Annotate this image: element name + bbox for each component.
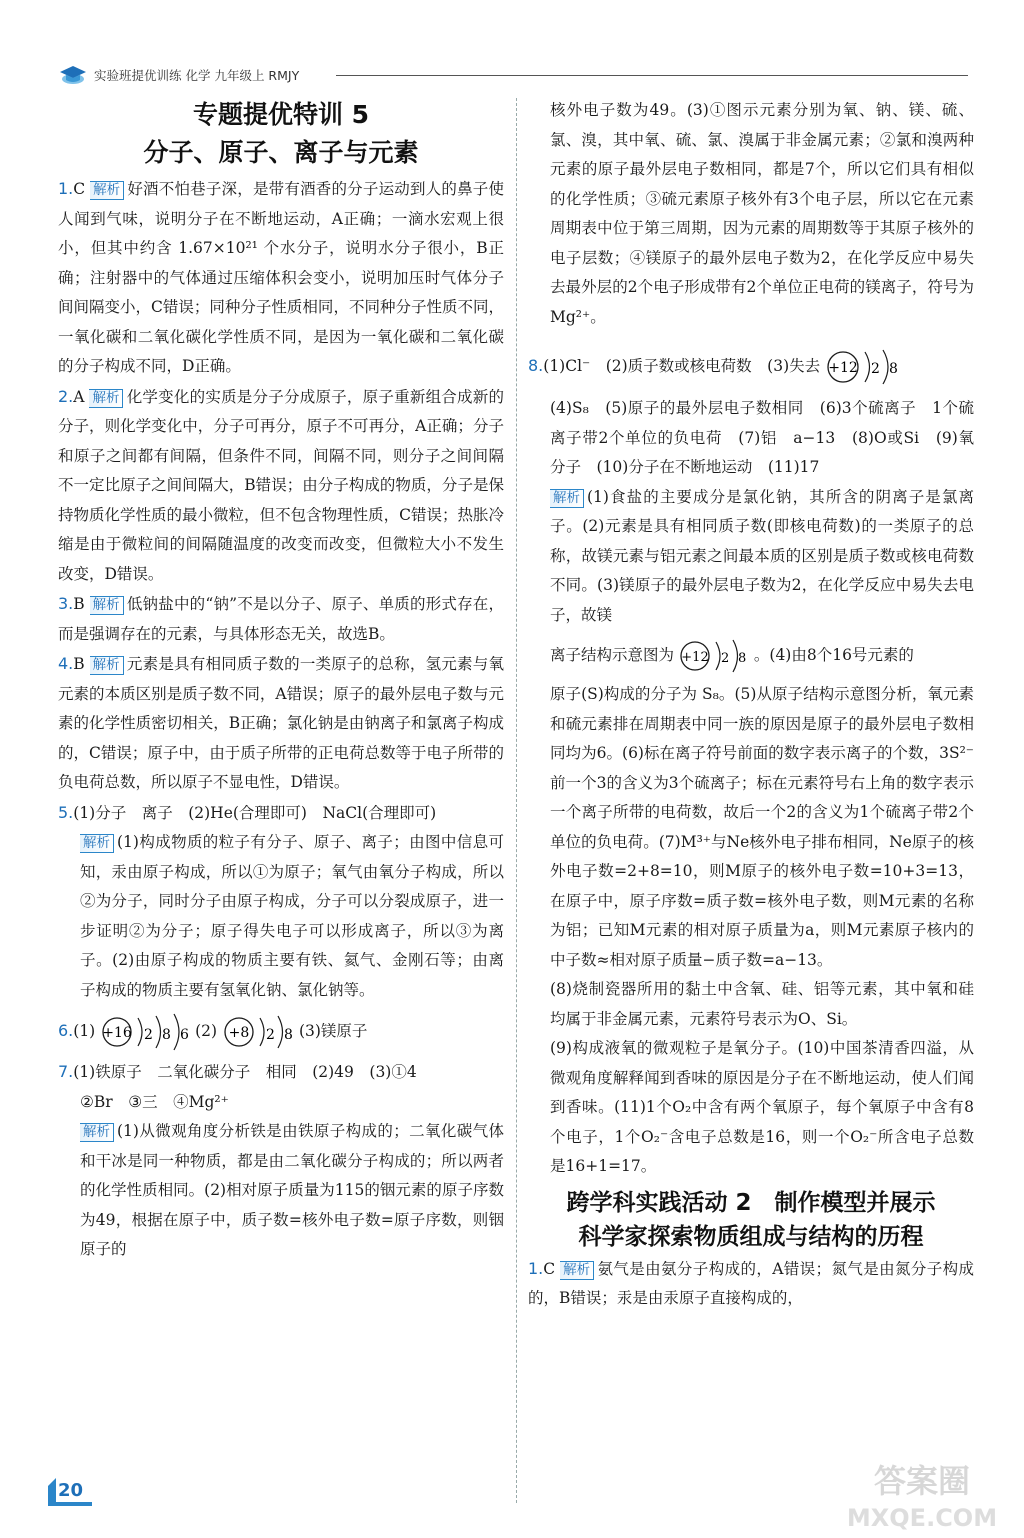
answer: C — [73, 180, 86, 198]
analysis-text: 。(4)由8个16号元素的 — [753, 646, 914, 664]
analysis-tag: 解析 — [80, 834, 114, 853]
part-answer: (3)镁原子 — [298, 1022, 368, 1040]
svg-text:6: 6 — [180, 1027, 190, 1043]
analysis-tag: 解析 — [550, 489, 584, 508]
answer: C — [543, 1259, 556, 1278]
analysis-text: (1)构成物质的粒子有分子、原子、离子；由图中信息可知，汞由原子构成，所以①为原子；氧气由氧分子构成，所以②为分子，同时分子由原子构成，分子可以分裂成原子，进一步证明②为分子；原子得失电子可以形成离子，所以③为离子。(2)由原子构成的物质主要有铁、氦气、金刚石等；由离子构成的物质主要有氢氧化钠、氯化钠等。 — [80, 833, 504, 999]
question-7 — [58, 1057, 504, 1088]
section2-title-line1: 跨学科实践活动 2 制作模型并展示 — [566, 1189, 936, 1216]
answer: A — [73, 387, 85, 406]
analysis-tag: 解析 — [90, 596, 124, 615]
analysis-tag: 解析 — [89, 389, 123, 408]
analysis-text: 化学变化的实质是分子分成原子，原子重新组合成新的分子，则化学变化中，分子可再分，原子不可再分，A正确；分子和原子之间都有间隔，但条件不同，间隔不同，则分子之间间隔不一定比原子之间间隔大，B错误；由分子构成的物质，分子是保持物质化学性质的最小微粒，但不包含物理性质，C错误；热胀冷缩是由于微粒间的间隔随温度的改变而改变，但微粒大小不发生改变，D错误。 — [58, 387, 504, 583]
svg-text:8: 8 — [162, 1027, 172, 1043]
question-number: 5. — [58, 802, 74, 822]
question-7-answer-line2: ②Br ③三 ④Mg²⁺ — [80, 1092, 229, 1111]
nucleus-label: +16 — [102, 1025, 132, 1041]
column-divider — [516, 98, 517, 1503]
left-column — [58, 96, 504, 1265]
nucleus-label: +8 — [228, 1025, 250, 1041]
answer: (1)分子 离子 (2)He(合理即可) NaCl(合理即可) — [73, 803, 437, 822]
series-title: 实验班提优训练 化学 九年级上 RMJY — [94, 68, 300, 83]
question-2 — [58, 382, 504, 590]
question-number: 1. — [528, 1258, 544, 1278]
page-number — [48, 1478, 98, 1506]
answer: B — [73, 655, 85, 673]
analysis-tag: 解析 — [90, 181, 124, 200]
question-number: 8. — [528, 356, 544, 375]
question-number: 2. — [58, 386, 74, 406]
sulfur-atom-diagram — [100, 1010, 190, 1054]
analysis-text: 好酒不怕巷子深，是带有酒香的分子运动到人的鼻子使人闻到气味，说明分子在不断地运动，A正确；一滴水宏观上很小，但其中约含 1.67×10²¹ 个水分子，说明水分子很小，B正确；注射器中的气体通过压缩体积会变小，说明加压时气体分子间间隔变小，C错误；同种分子性质相同，不同种分子性质不同，一氧化碳和二氧化碳化学性质不同，是因为一氧化碳和二氧化碳的分子构成不同，D正确。 — [58, 180, 504, 375]
question-number: 7. — [58, 1062, 74, 1081]
analysis-text: 低钠盐中的“钠”不是以分子、原子、单质的形式存在，而是强调存在的元素，与具体形态无关，故选B。 — [58, 595, 504, 643]
oxygen-ion-diagram — [222, 1010, 294, 1054]
watermark — [822, 1458, 1022, 1534]
question-8-analysis-4: (8)烧制瓷器所用的黏土中含氧、硅、铝等元素，其中氧和硅均属于非金属元素，元素符号表示为O、Si。 — [550, 980, 974, 1028]
svg-text:2: 2 — [266, 1027, 275, 1043]
svg-text:MXQE.COM: MXQE.COM — [846, 1504, 998, 1532]
svg-text:2: 2 — [144, 1027, 154, 1043]
magnesium-ion-diagram-inline — [679, 633, 749, 679]
question-5 — [58, 798, 504, 829]
analysis-text: 氨气是由氨分子构成的，A错误；氮气是由氮分子构成的，B错误；汞是由汞原子直接构成的， — [528, 1259, 974, 1307]
nucleus-label: +12 — [681, 650, 709, 665]
svg-text:8: 8 — [889, 361, 898, 377]
question-8-analysis-1 — [528, 483, 974, 631]
question-3 — [58, 589, 504, 649]
section2-title-line2: 科学家探索物质组成与结构的历程 — [578, 1223, 924, 1250]
running-header — [58, 62, 973, 88]
question-8 — [528, 338, 974, 394]
header-rule — [336, 75, 968, 76]
question-7-analysis-continued: 核外电子数为49。(3)①图示元素分别为氧、钠、镁、硫、氯、溴，其中氧、硫、氯、溴属于非金属元素；②氯和溴两种元素的原子最外层电子数相同，都是7个，所以它们具有相似的化学性质；③硫元素原子核外有3个电子层，所以它在元素周期表中位于第三周期，因为元素的周期数等于其原子核外的电子层数；④镁原子的最外层电子数为2，在化学反应中易失去最外层的2个电子形成带有2个单位正电荷的镁离子，符号为 Mg²⁺。 — [550, 101, 974, 326]
question-8-analysis-3: 原子(S)构成的分子为 S₈。(5)从原子结构示意图分析，氧元素和硫元素排在周期表中同一族的原因是原子的最外层电子数相同均为6。(6)标在离子符号前面的数字表示离子的个数，3S²⁻前一个3的含义为3个硫离子；标在元素符号右上角的数字表示一个离子所带的电荷数，故后一个2的含义为1个硫离子带2个单位的负电荷。(7)M³⁺与Ne核外电子排布相同，Ne原子的核外电子数=2+8=10，则M原子的核外电子数=10+3=13，在原子中，原子序数=质子数=核外电子数，则M元素的名称为铝；已知M元素的相对原子质量为a，则M元素原子核内的中子数≈相对原子质量−质子数=a−13。 — [550, 685, 974, 969]
answer-line1: (1)铁原子 二氧化碳分子 相同 (2)49 (3)①4 — [73, 1063, 417, 1081]
svg-text:8: 8 — [737, 651, 747, 666]
question-number: 3. — [58, 594, 74, 613]
analysis-text: (1)从微观角度分析铁是由铁原子构成的；二氧化碳气体和干冰是同一种物质，都是由二氧化碳分子构成的；所以两者的化学性质相同。(2)相对原子质量为115的铟元素的原子序数为49，根据在原子中，质子数=核外电子数=原子序数，则铟原子的 — [80, 1122, 504, 1258]
question-4 — [58, 649, 504, 798]
analysis-tag: 解析 — [560, 1261, 594, 1280]
section-title-line1: 专题提优特训 5 — [192, 100, 370, 129]
svg-text:8: 8 — [284, 1027, 293, 1043]
part-label: (2) — [195, 1022, 218, 1040]
section-title-line2: 分子、原子、离子与元素 — [143, 138, 419, 167]
question-6 — [58, 1005, 504, 1057]
nucleus-label: +12 — [828, 360, 858, 376]
question-number: 4. — [58, 654, 74, 673]
question-number: 6. — [58, 1021, 74, 1040]
question-7-analysis — [58, 1117, 504, 1265]
answer: B — [73, 595, 85, 613]
answer-line1: (1)Cl⁻ (2)质子数或核电荷数 (3)失去 — [543, 357, 821, 375]
analysis-tag: 解析 — [80, 1123, 114, 1142]
question-5-analysis — [58, 828, 504, 1005]
analysis-tag: 解析 — [90, 656, 124, 675]
right-column — [528, 96, 974, 1314]
svg-text:2: 2 — [720, 651, 730, 666]
watermark-logo — [822, 1458, 1022, 1534]
question-8-analysis-2 — [528, 630, 974, 680]
analysis-text: (1)食盐的主要成分是氯化钠，其所含的阴离子是氯离子。(2)元素是具有相同质子数(即核电荷数)的一类原子的总称，故镁元素与铝元素之间最本质的区别是质子数或核电荷数不同。(3)镁原子的最外层电子数为2，在化学反应中易失去电子，故镁 — [550, 487, 974, 624]
graduation-cap-icon — [58, 62, 88, 86]
question-number: 1. — [58, 179, 74, 198]
question-1 — [58, 174, 504, 382]
analysis-text: 离子结构示意图为 — [550, 646, 675, 664]
part-label: (1) — [73, 1022, 96, 1040]
svg-text:2: 2 — [871, 361, 880, 377]
svg-text:答案圈: 答案圈 — [873, 1462, 971, 1500]
analysis-text: 元素是具有相同质子数的一类原子的总称，氢元素与氧元素的本质区别是质子数不同，A错误；原子的最外层电子数与元素的化学性质密切相关，B正确；氯化钠是由钠离子和氯离子构成的，C错误；原子中，由于质子所带的正电荷总数等于电子所带的负电荷总数，所以原子不显电性，D错误。 — [58, 655, 504, 791]
question-8-analysis-5: (9)构成液氧的微观粒子是氧分子。(10)中国茶清香四溢，从微观角度解释闻到香味的原因是分子在不断地运动，使人们闻到香味。(11)1个O₂中含有两个氧原子，每个氧原子中含有8个电子，1个O₂⁻含电子总数是16，则一个O₂⁻所含电子总数是16+1=17。 — [550, 1039, 974, 1175]
page-number-text: 20 — [58, 1480, 84, 1501]
magnesium-ion-diagram — [825, 342, 901, 392]
s2-question-1 — [528, 1254, 974, 1314]
question-8-answer-line2: (4)S₈ (5)原子的最外层电子数相同 (6)3个硫离子 1个硫离子带2个单位的负电荷 (7)铝 a−13 (8)O或Si (9)氧分子 (10)分子在不断地运动 (11)17 — [550, 399, 974, 476]
